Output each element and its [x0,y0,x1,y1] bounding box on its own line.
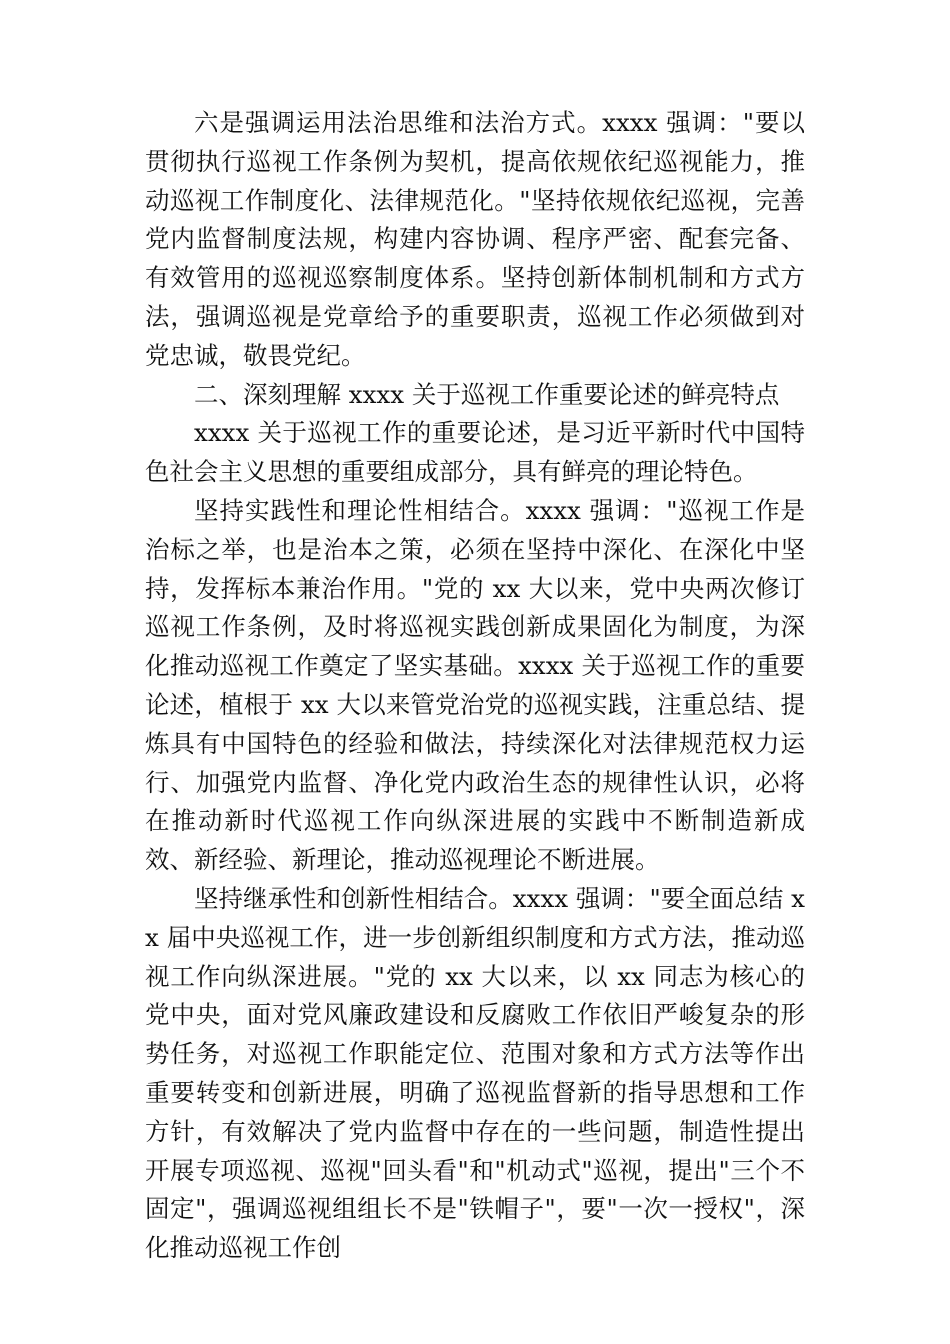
paragraph-rule-of-law: 六是强调运用法治思维和法治方式。xxxx 强调："要以贯彻执行巡视工作条例为契机，提高依规依纪巡视能力，推动巡视工作制度化、法律规范化。"坚持依规依纪巡视，完善党内监督制度法规，构建内容协调、程序严密、配套完备、有效管用的巡视巡察制度体系。坚持创新体制机制和方式方法，强调巡视是党章给予的重要职责，巡视工作必须做到对党忠诚，敬畏党纪。 [145,108,805,370]
paragraph-inheritance-and-innovation: 坚持继承性和创新性相结合。xxxx 强调："要全面总结 xx 届中央巡视工作，进一步创新组织制度和方式方法，推动巡视工作向纵深进展。"党的 xx 大以来，以 xx 同志为核心的党中央，面对党风廉政建设和反腐败工作依旧严峻复杂的形势任务，对巡视工作职能定位、范围对象和方式方法等作出重要转变和创新进展，明确了巡视监督新的指导思想和工作方针，有效解决了党内监督中存在的一些问题，制造性提出开展专项巡视、巡视"回头看"和"机动式"巡视，提出"三个不固定"，强调巡视组组长不是"铁帽子"，要"一次一授权"，深化推动巡视工作创 [145,883,805,1263]
document-body [145,104,805,1268]
paragraph-practice-and-theory: 坚持实践性和理论性相结合。xxxx 强调："巡视工作是治标之举，也是治本之策，必须在坚持中深化、在深化中坚持，发挥标本兼治作用。"党的 xx 大以来，党中央两次修订巡视工作条例，及时将巡视实践创新成果固化为制度，为深化推动巡视工作奠定了坚实基础。xxxx 关于巡视工作的重要论述，植根于 xx 大以来管党治党的巡视实践，注重总结、提炼具有中国特色的经验和做法，持续深化对法律规范权力运行、加强党内监督、净化党内政治生态的规律性认识，必将在推动新时代巡视工作向纵深进展的实践中不断制造新成效、新经验、新理论，推动巡视理论不断进展。 [145,495,805,875]
paragraph-theory-overview: xxxx 关于巡视工作的重要论述，是习近平新时代中国特色社会主义思想的重要组成部分，具有鲜亮的理论特色。 [145,418,805,487]
section-heading-features: 二、深刻理解 xxxx 关于巡视工作重要论述的鲜亮特点 [194,379,780,409]
